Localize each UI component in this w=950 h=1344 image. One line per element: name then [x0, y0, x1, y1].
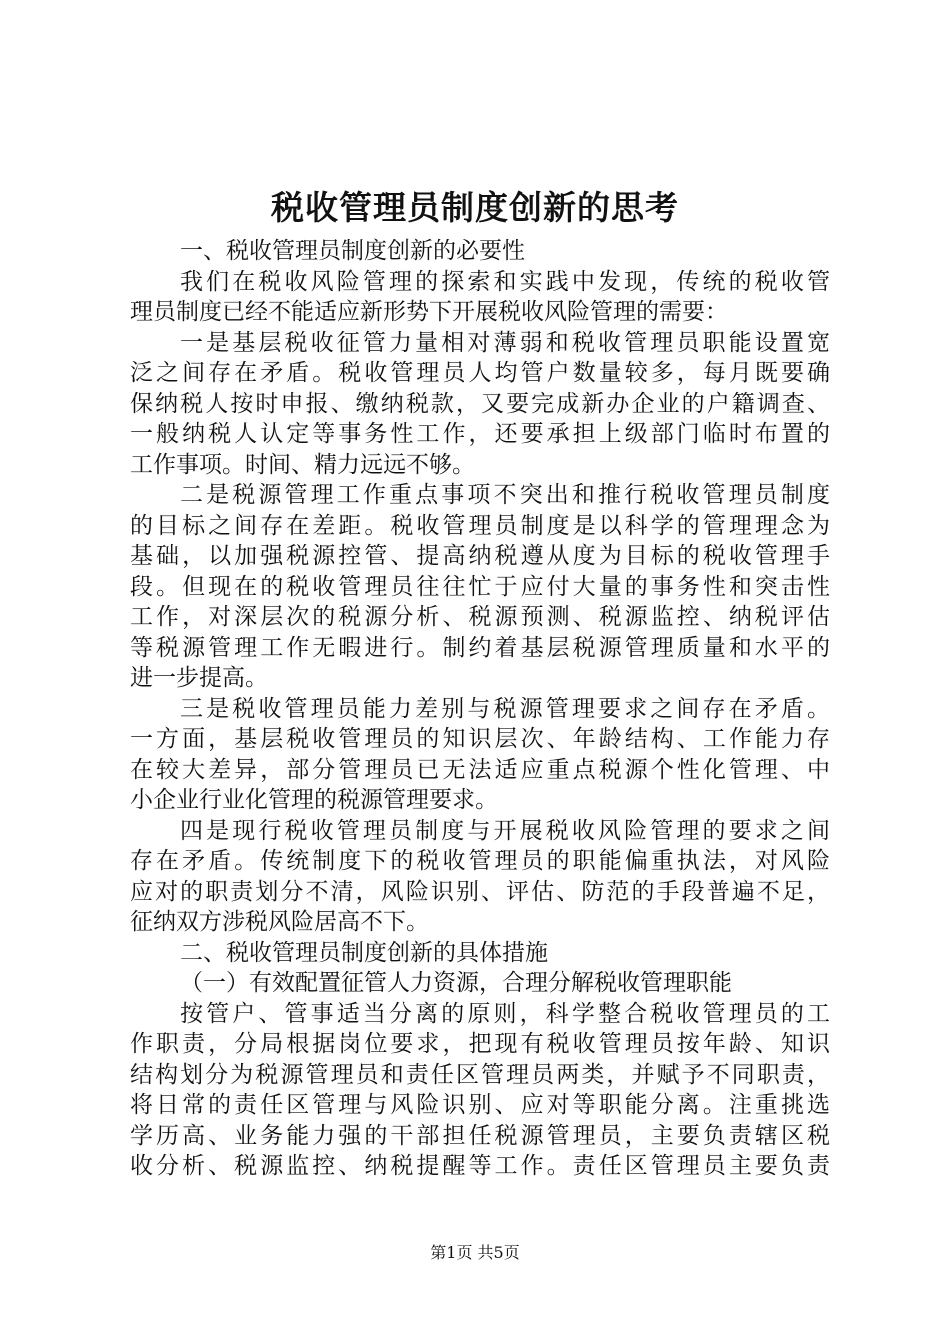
document-title: 税收管理员制度创新的思考 [271, 188, 679, 227]
text-line: 的目标之间存在差距。税收管理员制度是以科学的管理理念为 [130, 512, 830, 539]
text-line: 保纳税人按时申报、缴纳税款，又要完成新办企业的户籍调查、 [130, 390, 830, 417]
text-line: 二、税收管理员制度创新的具体措施 [180, 939, 548, 966]
text-line: 作职责，分局根据岗位要求，把现有税收管理员按年龄、知识 [130, 1031, 830, 1057]
text-line: 按管户、管事适当分离的原则，科学整合税收管理员的工 [180, 1000, 830, 1027]
text-line: 段。但现在的税收管理员往往忙于应付大量的事务性和突击性 [130, 573, 830, 600]
text-line: 工作，对深层次的税源分析、税源预测、税源监控、纳税评估 [130, 604, 830, 630]
text-line: 理员制度已经不能适应新形势下开展税收风险管理的需要： [130, 299, 728, 325]
text-line: 基础，以加强税源控管、提高纳税遵从度为目标的税收管理手 [130, 543, 830, 569]
document-body [130, 236, 830, 1182]
text-line: 征纳双方涉税风险居高不下。 [130, 909, 429, 935]
text-line: 一方面，基层税收管理员的知识层次、年龄结构、工作能力存 [130, 726, 830, 752]
text-line: 小企业行业化管理的税源管理要求。 [130, 787, 498, 813]
text-line: 二是税源管理工作重点事项不突出和推行税收管理员制度 [180, 482, 830, 508]
text-line: 等税源管理工作无暇进行。制约着基层税源管理质量和水平的 [130, 634, 830, 661]
text-line: 我们在税收风险管理的探索和实践中发现，传统的税收管 [180, 268, 830, 295]
text-line: 三是税收管理员能力差别与税源管理要求之间存在矛盾。 [180, 695, 830, 722]
text-line: 泛之间存在矛盾。税收管理员人均管户数量较多，每月既要确 [130, 360, 830, 386]
text-line: 四是现行税收管理员制度与开展税收风险管理的要求之间 [180, 817, 830, 844]
text-line: 结构划分为税源管理员和责任区管理员两类，并赋予不同职责， [130, 1061, 830, 1088]
text-line: 一般纳税人认定等事务性工作，还要承担上级部门临时布置的 [130, 421, 830, 447]
text-line: 一是基层税收征管力量相对薄弱和税收管理员职能设置宽 [180, 329, 830, 356]
text-line: 进一步提高。 [130, 665, 268, 691]
text-line: 一、税收管理员制度创新的必要性 [180, 238, 525, 264]
text-line: 工作事项。时间、精力远远不够。 [130, 451, 475, 478]
page-footer: 第1页 共5页 [430, 1243, 520, 1262]
text-line: （一）有效配置征管人力资源，合理分解税收管理职能 [180, 970, 732, 996]
text-line: 学历高、业务能力强的干部担任税源管理员，主要负责辖区税 [130, 1122, 830, 1149]
text-line: 将日常的责任区管理与风险识别、应对等职能分离。注重挑选 [130, 1092, 830, 1118]
text-line: 在较大差异，部分管理员已无法适应重点税源个性化管理、中 [130, 756, 830, 783]
text-line: 存在矛盾。传统制度下的税收管理员的职能偏重执法，对风险 [130, 848, 830, 874]
text-line: 应对的职责划分不清，风险识别、评估、防范的手段普遍不足， [130, 878, 830, 905]
text-line: 收分析、税源监控、纳税提醒等工作。责任区管理员主要负责 [130, 1153, 830, 1179]
